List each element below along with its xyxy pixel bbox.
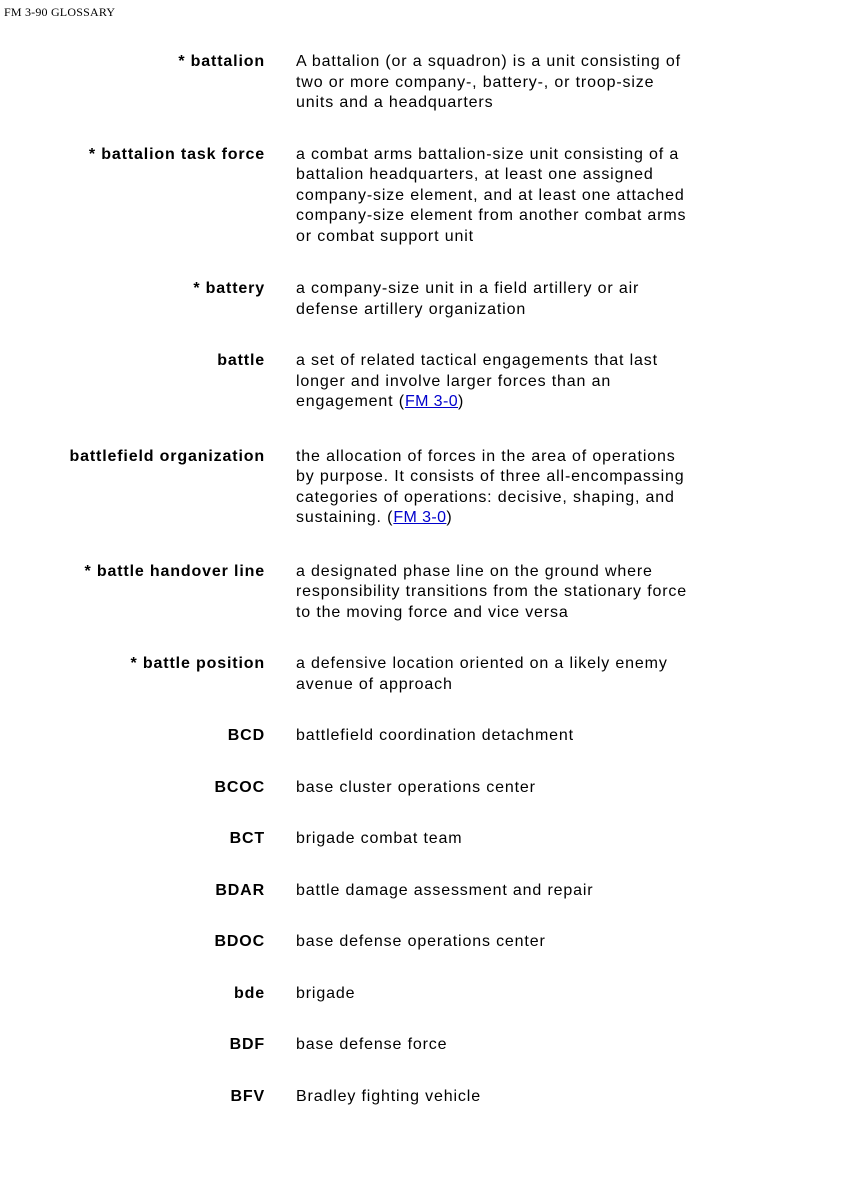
definition-text: base defense force	[296, 1036, 448, 1053]
definition-text: base cluster operations center	[296, 778, 536, 796]
glossary-term: BDOC	[214, 933, 265, 950]
glossary-definition	[296, 829, 746, 850]
glossary-entry	[0, 562, 846, 624]
glossary-definition	[296, 351, 746, 413]
glossary-entry	[0, 145, 846, 248]
glossary-entry	[0, 726, 846, 747]
definition-text: the allocation of forces in the area of operations by purpose. It consists of three all-encompassing categories of operations: decisive, shaping, and sustaining. (	[296, 447, 685, 526]
glossary-term: battlefield organization	[69, 447, 265, 465]
glossary-term: BDF	[229, 1036, 265, 1053]
glossary-definition	[296, 984, 746, 1005]
glossary-entry	[0, 351, 846, 413]
glossary-term: BFV	[230, 1087, 265, 1105]
definition-text: brigade	[296, 984, 356, 1002]
glossary-term: * battle handover line	[84, 562, 265, 580]
glossary-term: BCD	[227, 727, 265, 744]
glossary-entry	[0, 829, 846, 850]
glossary-entry	[0, 778, 846, 799]
glossary-list	[0, 52, 846, 1107]
glossary-term: BCT	[229, 830, 265, 847]
glossary-term: * battery	[193, 280, 265, 297]
glossary-definition	[296, 279, 746, 320]
glossary-entry	[0, 52, 846, 114]
glossary-term: battle	[217, 352, 265, 369]
definition-text: A battalion (or a squadron) is a unit consisting of two or more company-, battery-, or troop-size units and a headquarters	[296, 53, 681, 111]
glossary-term: BCOC	[214, 778, 265, 796]
reference-link[interactable]: FM 3-0	[393, 509, 447, 526]
glossary-definition	[296, 778, 746, 799]
glossary-term: * battalion task force	[88, 145, 265, 163]
definition-text: brigade combat team	[296, 830, 463, 847]
glossary-term: * battalion	[178, 53, 265, 70]
definition-text: a company-size unit in a field artillery or air defense artillery organization	[296, 280, 640, 318]
definition-text-end: )	[458, 393, 465, 410]
page-header: FM 3-90 GLOSSARY	[4, 5, 116, 19]
glossary-entry	[0, 279, 846, 320]
glossary-entry	[0, 654, 846, 695]
definition-text: Bradley fighting vehicle	[296, 1087, 481, 1105]
glossary-entry	[0, 881, 846, 902]
glossary-entry	[0, 1035, 846, 1056]
glossary-entry	[0, 932, 846, 953]
glossary-definition	[296, 145, 746, 248]
glossary-definition	[296, 932, 746, 953]
glossary-definition	[296, 654, 746, 695]
glossary-definition	[296, 1035, 746, 1056]
definition-text: a set of related tactical engagements that last longer and involve larger forces than an engagement (	[296, 352, 658, 410]
definition-text: a combat arms battalion-size unit consisting of a battalion headquarters, at least one assigned company-size element, and at least one attached company-size element from another combat arms or combat support unit	[296, 145, 687, 245]
definition-text-end: )	[446, 509, 453, 526]
definition-text: base defense operations center	[296, 933, 546, 950]
glossary-definition	[296, 1087, 746, 1108]
glossary-term: * battle position	[130, 655, 265, 672]
definition-text: a defensive location oriented on a likely enemy avenue of approach	[296, 655, 668, 693]
glossary-definition	[296, 726, 746, 747]
glossary-term: bde	[234, 984, 265, 1002]
definition-text: battle damage assessment and repair	[296, 881, 594, 899]
glossary-entry	[0, 447, 846, 529]
definition-text: battlefield coordination detachment	[296, 727, 574, 744]
glossary-definition	[296, 881, 746, 902]
glossary-term: BDAR	[215, 881, 265, 899]
glossary-definition	[296, 562, 746, 624]
definition-text: a designated phase line on the ground where responsibility transitions from the stationary force to the moving force and vice versa	[296, 562, 688, 621]
glossary-definition	[296, 447, 746, 529]
reference-link[interactable]: FM 3-0	[404, 393, 459, 410]
glossary-entry	[0, 1087, 846, 1108]
glossary-definition	[296, 52, 746, 114]
glossary-entry	[0, 984, 846, 1005]
